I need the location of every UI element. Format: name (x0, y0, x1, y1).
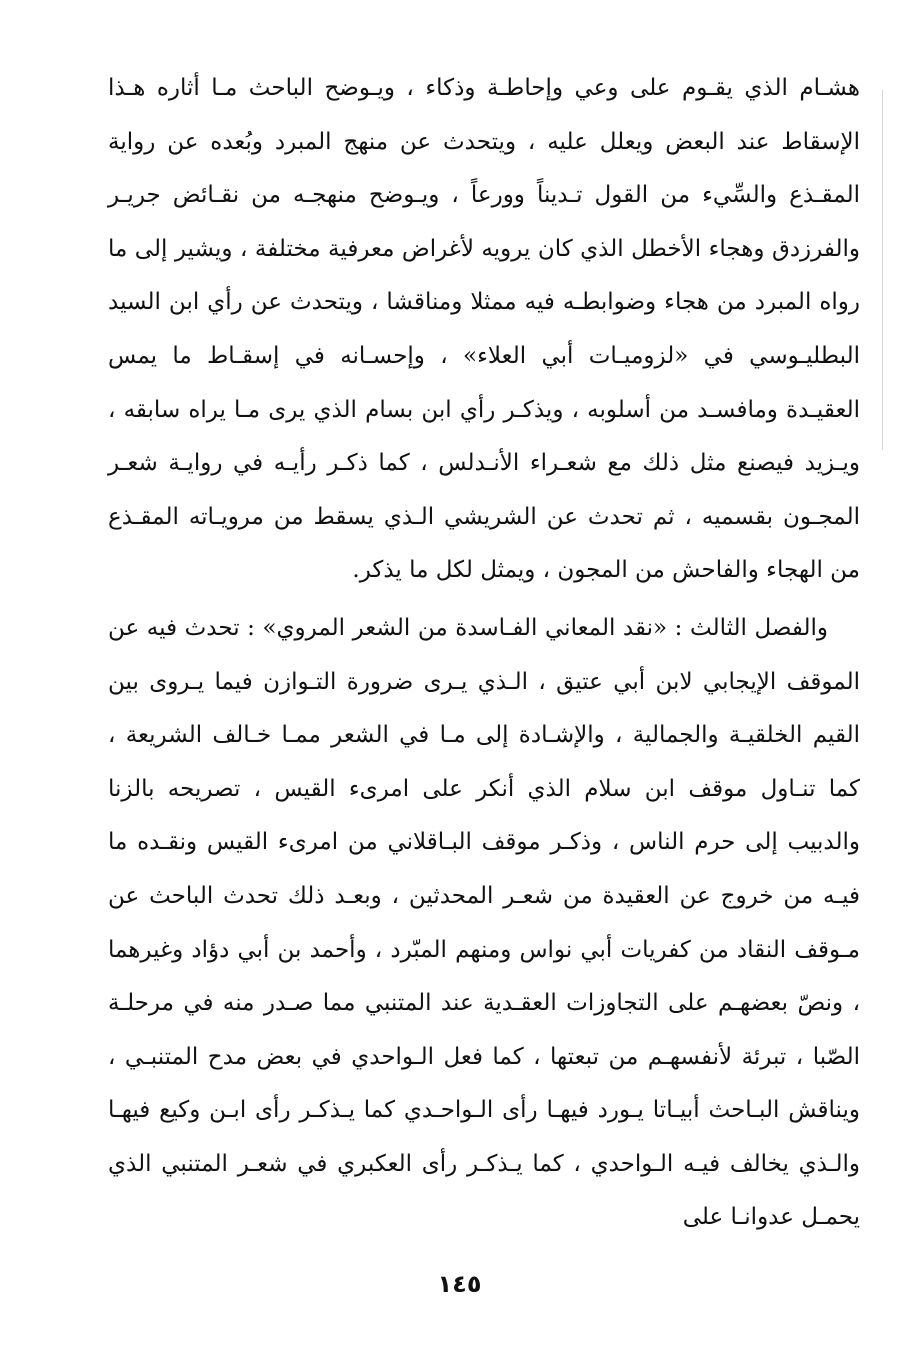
scan-margin-line (882, 90, 883, 450)
body-text (108, 62, 860, 1245)
page-number: ١٤٥ (437, 1270, 482, 1298)
paragraph-1: هشـام الذي يقـوم على وعي وإحاطـة وذكاء ، ويـوضح الباحث مـا أثاره هـذا الإسقاط عند البعض ويعلل عليه ، ويتحدث عن منهج المبرد وبُعده عن رواية المقـذع والسِّيء من القول تـديناً وورعاً ، ويـوضح منهجـه من نقـائض جريـر والفرزدق وهجاء الأخطل الذي كان يرويه لأغراض معرفية مختلفة ، ويشير إلى ما رواه المبرد من هجاء وضوابطـه فيه ممثلا ومناقشا ، ويتحدث عن رأي ابن السيد البطليـوسي في «لزوميـات أبي العلاء» ، وإحسـانه في إسقـاط ما يمس العقيـدة ومافسـد من أسلوبه ، ويذكـر رأي ابن بسام الذي يرى مـا يراه سابقه ، ويـزيد فيصنع مثل ذلك مع شعـراء الأنـدلس ، كما ذكـر رأيـه في روايـة شعـر المجـون بقسميه ، ثم تحدث عن الشريشي الـذي يسقط من مرويـاته المقـذع من الهجاء والفاحش من المجون ، ويمثل لكل ما يذكر. (108, 75, 860, 584)
paragraph-2: والفصل الثالث : «نقد المعاني الفـاسدة من الشعر المروي» : تحدث فيه عن الموقف الإيجابي لابن أبي عتيق ، الـذي يـرى ضرورة التـوازن فيما يـروى بين القيم الخلقيـة والجمالية ، والإشـادة إلى مـا في الشعر ممـا خـالف الشريعة ، كما تنـاول موقف ابن سلام الذي أنكر على امرىء القيس ، تصريحه بالزنا والدبيب إلى حرم الناس ، وذكـر موقف البـاقلاني من امرىء القيس ونقـده ما فيـه من خروج عن العقيدة من شعـر المحدثين ، وبعـد ذلك تحدث الباحث عن مـوقف النقاد من كفريات أبي نواس ومنهم المبّرد ، وأحمد بن أبي دؤاد وغيرهما ، ونصّ بعضهـم على التجاوزات العقـدية عند المتنبي مما صـدر منه في مرحلـة الصّبا ، تبرئة لأنفسهـم من تبعتها ، كما فعل الـواحدي في بعض مدح المتنبـي ، ويناقش البـاحث أبيـاتا يـورد فيهـا رأى الـواحـدي كما يـذكـر رأى ابـن وكيع فيهـا والـذي يخالف فيـه الـواحدي ، كما يـذكـر رأى العكبري في شعـر المتنبي الذي يحمـل عدوانـا على (108, 614, 860, 1231)
